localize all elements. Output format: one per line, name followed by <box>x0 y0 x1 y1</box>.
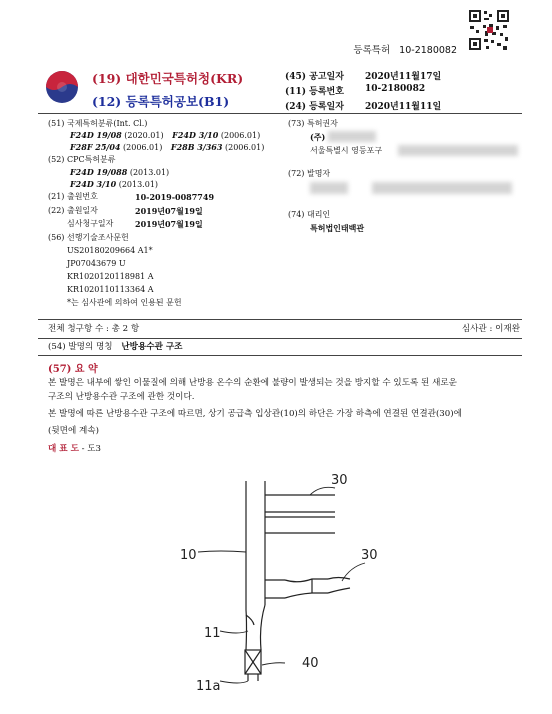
exam-date-label: 심사청구일자 <box>67 219 114 228</box>
app-no: 10-2019-0087749 <box>135 192 215 202</box>
prior-art-3: KR1020120118981 A <box>67 272 154 281</box>
qr-code <box>467 8 511 52</box>
pub-date: 2020년11월17일 <box>365 72 442 82</box>
prior-art-note: *는 심사관에 의하여 인용된 문헌 <box>67 298 182 307</box>
title-divider-bottom <box>38 355 522 356</box>
title-label: (54) 발명의 명칭 <box>48 342 113 352</box>
cpc-year: (2013.01) <box>129 168 170 177</box>
reg-no: 10-2180082 <box>365 84 426 94</box>
reg-number: 10-2180082 <box>399 45 457 56</box>
cpc-row-2 <box>70 179 158 190</box>
owner-prefix: (주) <box>310 132 326 142</box>
publication-type-line: (12) 등록특허공보(B1) <box>92 94 230 109</box>
inventor-label: (72) 발명자 <box>288 169 331 178</box>
label-40: 40 <box>302 656 319 671</box>
label-11a: 11a <box>196 679 221 694</box>
abstract-para1-line2: 구조의 난방용수관 구조에 관한 것이다. <box>48 392 195 402</box>
invention-title: 난방용수관 구조 <box>121 342 183 352</box>
abstract-para2: 본 발명에 따른 난방용수관 구조에 따르면, 상기 공급측 입상관(10)의 하단은 가장 하측에 연결된 연결관(30)에 <box>48 409 462 419</box>
reg-no-label: (11) 등록번호 <box>285 87 344 97</box>
ipc-year: (2006.01) <box>224 143 265 152</box>
header-divider <box>38 113 522 114</box>
examiner: 심사관 : 이재완 <box>461 324 520 334</box>
cpc-label: (52) CPC특허분류 <box>48 155 116 164</box>
ipc-label: (51) 국제특허분류(Int. Cl.) <box>48 119 148 128</box>
doc-reg-number <box>353 42 457 56</box>
cpc-year: (2013.01) <box>118 180 159 189</box>
app-date: 2019년07월19일 <box>135 206 203 216</box>
prior-art-4: KR1020110113364 A <box>67 285 154 294</box>
owner-address: 서울특별시 영등포구 <box>310 146 383 155</box>
cpc-code: F24D 19/088 <box>70 167 128 177</box>
representative-figure <box>48 442 101 456</box>
reg-label: 등록특허 <box>353 45 391 56</box>
ipc-code: F24D 19/08 <box>70 130 122 140</box>
app-date-label: (22) 출원일자 <box>48 206 98 215</box>
title-row <box>48 342 182 352</box>
ipc-code: F24D 3/10 <box>172 130 219 140</box>
reg-date-label: (24) 등록일자 <box>285 102 344 112</box>
abstract-para1-line1: 본 발명은 내부에 쌓인 이물질에 의해 난방용 온수의 순환에 불량이 발생되는 것을 방지할 수 있도록 된 새로운 <box>48 378 457 388</box>
patent-drawing <box>150 455 410 710</box>
owner-address-redacted <box>398 145 518 156</box>
owner-name-redacted <box>328 131 376 142</box>
cpc-row-1 <box>70 167 169 178</box>
prior-art-2: JP07043679 U <box>67 259 126 268</box>
title-divider-top <box>38 338 522 339</box>
rep-fig-label: 대 표 도 <box>48 444 79 454</box>
abstract-heading: (57) 요 약 <box>48 364 98 375</box>
inventor-redacted-2 <box>372 182 512 194</box>
cpc-code: F24D 3/10 <box>70 179 117 189</box>
inventor-redacted-1 <box>310 182 348 194</box>
ipc-year: (2020.01) <box>124 131 164 140</box>
ipc-year: (2006.01) <box>220 131 261 140</box>
continued-note: (뒷면에 계속) <box>48 426 99 436</box>
prior-art-label: (56) 선행기술조사문헌 <box>48 233 129 242</box>
claims-divider <box>38 319 522 320</box>
reg-date: 2020년11월11일 <box>365 102 442 112</box>
ipc-row-1 <box>70 130 260 141</box>
pub-date-label: (45) 공고일자 <box>285 72 344 82</box>
office-line: (19) 대한민국특허청(KR) <box>92 71 244 86</box>
label-30-right: 30 <box>361 548 378 563</box>
label-30-top: 30 <box>331 473 348 488</box>
agent-name: 특허법인태백관 <box>310 223 365 233</box>
label-10: 10 <box>180 548 197 563</box>
claims-total: 전체 청구항 수 : 총 2 항 <box>48 324 140 334</box>
rep-fig-ref: - 도3 <box>81 444 102 454</box>
ipc-code: F28B 3/363 <box>170 142 223 152</box>
label-11: 11 <box>204 626 221 641</box>
agent-label: (74) 대리인 <box>288 210 331 219</box>
prior-art-1: US20180209664 A1* <box>67 246 153 255</box>
kipo-logo <box>45 70 79 104</box>
ipc-row-2 <box>70 142 264 153</box>
app-no-label: (21) 출원번호 <box>48 192 98 201</box>
ipc-code: F28F 25/04 <box>70 142 121 152</box>
owner-label: (73) 특허권자 <box>288 119 338 128</box>
exam-date: 2019년07월19일 <box>135 219 203 229</box>
ipc-year: (2006.01) <box>123 143 163 152</box>
